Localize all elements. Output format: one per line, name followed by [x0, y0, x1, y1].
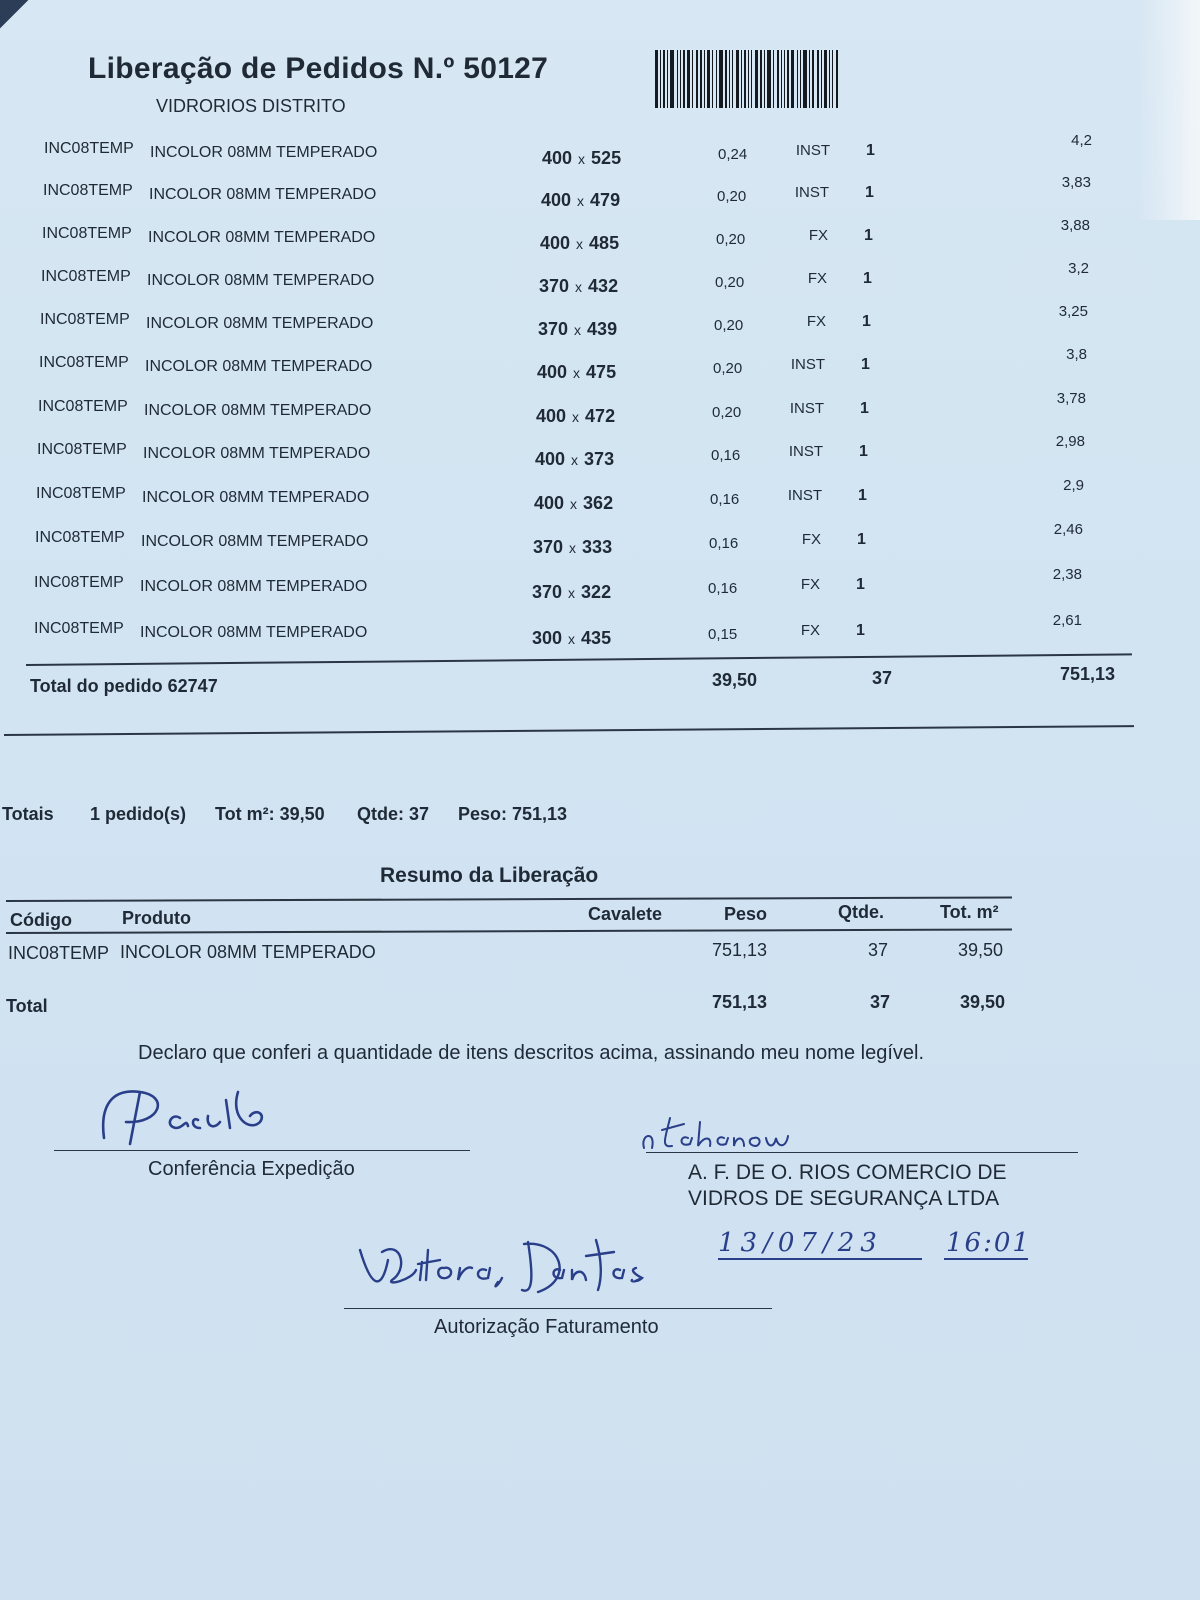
barcode-bar — [777, 50, 779, 108]
item-width: 400 — [536, 406, 567, 426]
item-height: 479 — [590, 190, 621, 210]
dimension-separator: x — [577, 193, 585, 209]
barcode-bar — [707, 50, 710, 108]
item-m2: 0,20 — [715, 274, 745, 291]
barcode — [655, 50, 843, 108]
item-product: INCOLOR 08MM TEMPERADO — [142, 489, 370, 506]
item-width: 400 — [542, 148, 573, 168]
summary-header-m2: Tot. m² — [940, 902, 999, 922]
item-qty: 1 — [859, 443, 868, 460]
barcode-bar — [803, 50, 807, 108]
order-total-weight: 751,13 — [1060, 664, 1116, 684]
barcode-bar — [824, 50, 827, 108]
item-width: 400 — [537, 362, 568, 382]
item-weight: 3,88 — [1060, 217, 1090, 234]
barcode-bar — [797, 50, 798, 108]
barcode-bar — [755, 50, 758, 108]
item-weight: 2,46 — [1053, 521, 1083, 538]
item-qty: 1 — [862, 313, 871, 330]
barcode-bar — [660, 50, 661, 108]
dimension-separator: x — [573, 365, 581, 381]
item-qty: 1 — [857, 531, 866, 548]
item-dimensions — [541, 190, 620, 211]
item-type: INST — [794, 184, 829, 201]
item-height: 472 — [585, 406, 616, 426]
barcode-bar — [732, 50, 733, 108]
dimension-separator: x — [568, 585, 576, 601]
item-weight: 4,2 — [1071, 132, 1092, 149]
item-weight: 3,8 — [1066, 346, 1087, 363]
dimension-separator: x — [578, 151, 586, 167]
item-code: INC08TEMP — [39, 354, 129, 371]
order-total-label: Total do pedido 62747 — [30, 676, 218, 696]
item-code: INC08TEMP — [34, 620, 124, 637]
item-weight: 3,25 — [1058, 303, 1088, 320]
dimension-separator: x — [570, 496, 578, 512]
item-product: INCOLOR 08MM TEMPERADO — [146, 315, 374, 332]
item-dimensions — [532, 582, 611, 603]
item-qty: 1 — [856, 576, 865, 593]
barcode-bar — [670, 50, 674, 108]
barcode-bar — [736, 50, 739, 108]
item-m2: 0,16 — [710, 491, 740, 508]
summary-code: INC08TEMP — [8, 943, 110, 963]
item-width: 400 — [535, 449, 566, 469]
item-code: INC08TEMP — [40, 311, 130, 328]
barcode-bar — [832, 50, 833, 108]
dimension-separator: x — [574, 322, 582, 338]
order-total-qty: 37 — [872, 668, 893, 688]
item-product: INCOLOR 08MM TEMPERADO — [150, 144, 378, 161]
item-type: INST — [789, 400, 824, 417]
item-width: 300 — [532, 628, 563, 648]
item-width: 370 — [532, 582, 563, 602]
signature-company — [640, 1108, 820, 1156]
item-qty: 1 — [861, 356, 870, 373]
signature-expedicao — [80, 1078, 380, 1158]
totals-weight: Peso: 751,13 — [458, 804, 568, 824]
signature-line — [54, 1150, 470, 1151]
item-weight: 2,61 — [1052, 612, 1082, 629]
item-row — [0, 390, 1194, 438]
totals-qty: Qtde: 37 — [357, 804, 430, 824]
barcode-bar — [767, 50, 771, 108]
item-m2: 0,24 — [718, 146, 748, 163]
divider-line — [4, 725, 1134, 736]
summary-total-weight: 751,13 — [712, 992, 768, 1012]
summary-title: Resumo da Liberação — [380, 864, 599, 887]
totals-m2: Tot m²: 39,50 — [215, 804, 325, 824]
item-m2: 0,20 — [716, 231, 746, 248]
item-height: 432 — [588, 276, 619, 296]
item-weight: 3,78 — [1056, 390, 1086, 407]
item-m2: 0,16 — [711, 447, 741, 464]
item-height: 485 — [589, 233, 620, 253]
expedicao-label: Conferência Expedição — [148, 1158, 355, 1180]
item-qty: 1 — [858, 487, 867, 504]
item-dimensions — [538, 319, 617, 340]
item-dimensions — [539, 276, 618, 297]
item-dimensions — [540, 233, 619, 254]
item-product: INCOLOR 08MM TEMPERADO — [140, 624, 368, 641]
item-height: 362 — [583, 493, 614, 513]
item-dimensions — [534, 493, 613, 514]
order-total-m2: 39,50 — [712, 670, 758, 690]
item-code: INC08TEMP — [35, 529, 125, 546]
company-line-1: A. F. DE O. RIOS COMERCIO DE — [688, 1161, 1007, 1184]
summary-header-rack: Cavalete — [588, 904, 663, 924]
barcode-bar — [696, 50, 698, 108]
date-underline — [718, 1258, 922, 1260]
barcode-bar — [760, 50, 762, 108]
barcode-bar — [667, 50, 668, 108]
barcode-bar — [744, 50, 746, 108]
item-product: INCOLOR 08MM TEMPERADO — [141, 533, 369, 550]
summary-total-qty: 37 — [870, 992, 891, 1012]
item-row — [0, 521, 1191, 569]
item-weight: 3,2 — [1068, 260, 1089, 277]
item-m2: 0,20 — [713, 360, 743, 377]
item-qty: 1 — [866, 142, 875, 159]
barcode-bar — [781, 50, 782, 108]
item-weight: 3,83 — [1061, 174, 1091, 191]
barcode-bar — [716, 50, 717, 108]
barcode-bar — [787, 50, 789, 108]
item-dimensions — [532, 628, 611, 649]
summary-total-label: Total — [6, 996, 48, 1016]
divider-line — [6, 928, 1012, 934]
item-qty: 1 — [860, 400, 869, 417]
item-weight: 2,9 — [1063, 477, 1084, 494]
time-underline — [944, 1258, 1028, 1260]
item-height: 322 — [581, 582, 612, 602]
item-dimensions — [533, 537, 612, 558]
barcode-bar — [809, 50, 810, 108]
item-weight: 2,98 — [1055, 433, 1085, 450]
item-m2: 0,20 — [717, 188, 747, 205]
summary-header-weight: Peso — [724, 904, 768, 924]
item-m2: 0,15 — [708, 626, 738, 643]
barcode-bar — [812, 50, 814, 108]
summary-product: INCOLOR 08MM TEMPERADO — [120, 942, 376, 962]
barcode-bar — [836, 50, 838, 108]
item-dimensions — [542, 148, 621, 169]
item-product: INCOLOR 08MM TEMPERADO — [143, 445, 371, 462]
summary-weight: 751,13 — [712, 940, 768, 960]
item-m2: 0,16 — [708, 580, 738, 597]
item-row — [0, 346, 1195, 394]
barcode-bar — [677, 50, 678, 108]
item-qty: 1 — [856, 622, 865, 639]
item-type: FX — [808, 227, 828, 244]
item-row — [0, 174, 1199, 222]
item-code: INC08TEMP — [38, 398, 128, 415]
barcode-bar — [784, 50, 785, 108]
item-row — [0, 303, 1196, 351]
item-code: INC08TEMP — [37, 441, 127, 458]
item-product: INCOLOR 08MM TEMPERADO — [149, 186, 377, 203]
document-title: Liberação de Pedidos N.º 50127 — [88, 52, 549, 85]
summary-m2: 39,50 — [958, 940, 1004, 960]
barcode-bar — [719, 50, 723, 108]
item-product: INCOLOR 08MM TEMPERADO — [144, 402, 372, 419]
handwritten-time: 16:01 — [946, 1228, 1031, 1258]
barcode-bar — [729, 50, 730, 108]
dimension-separator: x — [569, 540, 577, 556]
item-height: 435 — [581, 628, 612, 648]
summary-qty: 37 — [868, 940, 889, 960]
item-height: 439 — [587, 319, 618, 339]
item-dimensions — [537, 362, 616, 383]
barcode-bar — [704, 50, 705, 108]
item-product: INCOLOR 08MM TEMPERADO — [148, 229, 376, 246]
barcode-bar — [700, 50, 702, 108]
item-width: 400 — [540, 233, 571, 253]
signature-faturamento — [352, 1230, 732, 1310]
item-type: FX — [800, 622, 820, 639]
item-code: INC08TEMP — [41, 268, 131, 285]
item-width: 370 — [533, 537, 564, 557]
item-dimensions — [535, 449, 614, 470]
item-width: 370 — [538, 319, 569, 339]
summary-header-qty: Qtde. — [838, 902, 885, 922]
item-code: INC08TEMP — [43, 182, 133, 199]
item-row — [0, 433, 1193, 481]
item-height: 373 — [584, 449, 615, 469]
item-type: FX — [801, 531, 821, 548]
item-type: FX — [807, 270, 827, 287]
dimension-separator: x — [576, 236, 584, 252]
item-qty: 1 — [863, 270, 872, 287]
barcode-bar — [663, 50, 665, 108]
store-name: VIDRORIOS DISTRITO — [156, 96, 346, 116]
barcode-bar — [692, 50, 693, 108]
item-type: INST — [790, 356, 825, 373]
item-code: INC08TEMP — [42, 225, 132, 242]
item-row — [0, 477, 1192, 525]
item-type: FX — [800, 576, 820, 593]
dimension-separator: x — [572, 409, 580, 425]
summary-header-product: Produto — [122, 908, 191, 928]
item-product: INCOLOR 08MM TEMPERADO — [140, 578, 368, 595]
item-qty: 1 — [864, 227, 873, 244]
item-type: INST — [788, 443, 823, 460]
totals-orders: 1 pedido(s) — [90, 804, 187, 824]
barcode-bar — [821, 50, 822, 108]
item-m2: 0,20 — [712, 404, 742, 421]
item-row — [0, 217, 1198, 265]
dimension-separator: x — [575, 279, 583, 295]
item-qty: 1 — [865, 184, 874, 201]
barcode-bar — [751, 50, 752, 108]
item-code: INC08TEMP — [44, 140, 134, 157]
barcode-bar — [687, 50, 690, 108]
barcode-bar — [725, 50, 727, 108]
item-row — [0, 566, 1190, 614]
barcode-bar — [680, 50, 681, 108]
declaration-text: Declaro que conferi a quantidade de itens descritos acima, assinando meu nome legível. — [138, 1042, 925, 1064]
signature-line — [646, 1152, 1078, 1153]
item-code: INC08TEMP — [34, 574, 124, 591]
item-height: 525 — [591, 148, 622, 168]
barcode-bar — [741, 50, 742, 108]
barcode-bar — [655, 50, 658, 108]
signature-line — [344, 1308, 772, 1309]
barcode-bar — [791, 50, 794, 108]
item-width: 400 — [534, 493, 565, 513]
item-product: INCOLOR 08MM TEMPERADO — [147, 272, 375, 289]
barcode-bar — [748, 50, 749, 108]
dimension-separator: x — [571, 452, 579, 468]
item-width: 400 — [541, 190, 572, 210]
item-dimensions — [536, 406, 615, 427]
item-m2: 0,20 — [714, 317, 744, 334]
barcode-bar — [683, 50, 685, 108]
barcode-bar — [712, 50, 713, 108]
item-type: INST — [787, 487, 822, 504]
item-code: INC08TEMP — [36, 485, 126, 502]
handwritten-date: 13/07/23 — [718, 1228, 883, 1258]
item-height: 333 — [582, 537, 613, 557]
summary-header-code: Código — [10, 910, 72, 930]
item-type: FX — [806, 313, 826, 330]
item-row — [0, 260, 1197, 308]
dimension-separator: x — [568, 631, 576, 647]
totals-label: Totais — [2, 804, 54, 824]
item-type: INST — [795, 142, 830, 159]
barcode-bar — [817, 50, 819, 108]
barcode-bar — [829, 50, 830, 108]
faturamento-label: Autorização Faturamento — [434, 1316, 659, 1338]
item-product: INCOLOR 08MM TEMPERADO — [145, 358, 373, 375]
item-weight: 2,38 — [1052, 566, 1082, 583]
item-height: 475 — [586, 362, 617, 382]
summary-total-m2: 39,50 — [960, 992, 1006, 1012]
company-name — [688, 1160, 1007, 1212]
barcode-bar — [773, 50, 774, 108]
item-width: 370 — [539, 276, 570, 296]
item-m2: 0,16 — [709, 535, 739, 552]
barcode-bar — [764, 50, 765, 108]
barcode-bar — [800, 50, 801, 108]
background-corner — [0, 0, 40, 30]
company-line-2: VIDROS DE SEGURANÇA LTDA — [688, 1187, 1000, 1210]
